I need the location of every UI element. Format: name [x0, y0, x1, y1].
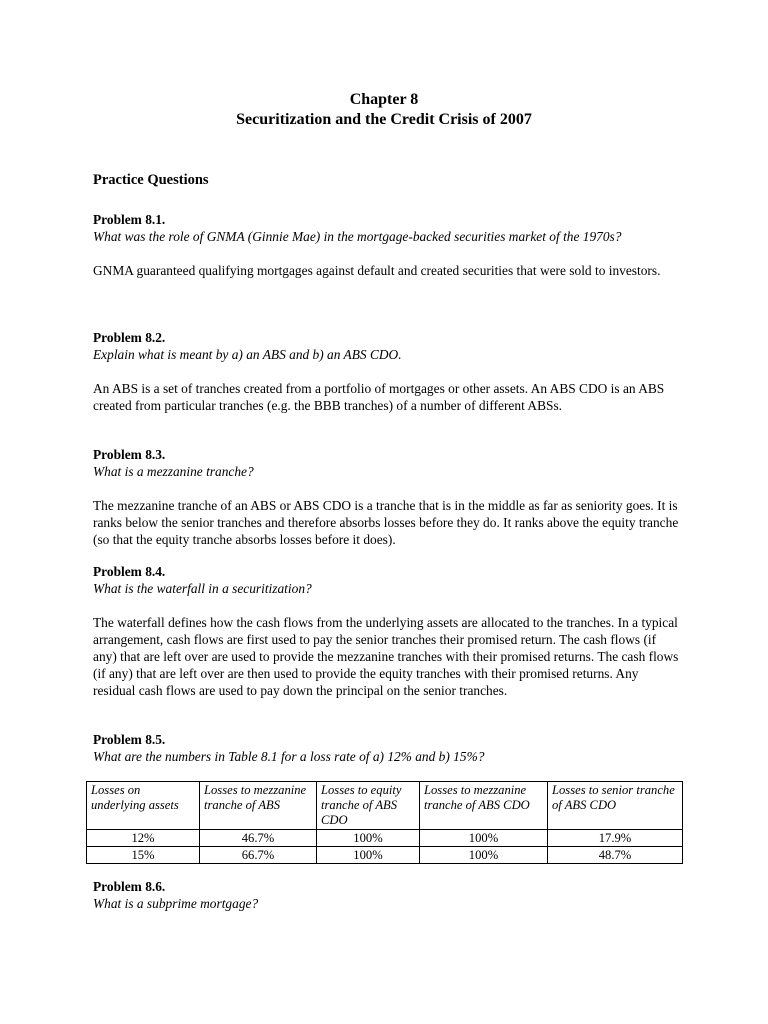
problem-8-5: [93, 731, 683, 765]
table-header-cell: Losses to mezzanine tranche of ABS CDO: [420, 782, 548, 830]
problem-8-3: [93, 446, 683, 548]
problem-heading: Problem 8.6.: [93, 879, 166, 894]
problem-question: What is the waterfall in a securitization?: [93, 581, 312, 596]
table-cell: 100%: [420, 847, 548, 864]
section-heading: Practice Questions: [93, 172, 209, 188]
problem-question: What are the numbers in Table 8.1 for a loss rate of a) 12% and b) 15%?: [93, 749, 485, 764]
problem-question: What is a subprime mortgage?: [93, 896, 259, 911]
table-cell: 12%: [87, 830, 200, 847]
problem-8-6: [93, 878, 683, 912]
problem-8-1: [93, 211, 683, 279]
chapter-number: Chapter 8: [349, 91, 419, 108]
problem-answer: GNMA guaranteed qualifying mortgages against default and created securities that were sold to investors.: [93, 263, 661, 278]
table-cell: 100%: [317, 830, 420, 847]
problem-answer: The mezzanine tranche of an ABS or ABS CDO is a tranche that is in the middle as far as seniority goes. It is ranks below the senior tranches and therefore absorbs losses before they do. It ranks above the equity tranche (so that the equity tranche absorbs losses before it does).: [93, 498, 679, 547]
table-header-cell: Losses to equity tranche of ABS CDO: [317, 782, 420, 830]
table-cell: 15%: [87, 847, 200, 864]
title-block: [0, 90, 768, 130]
table-cell: 48.7%: [548, 847, 683, 864]
losses-table: [86, 781, 683, 864]
problem-heading: Problem 8.5.: [93, 732, 166, 747]
table-row: [87, 847, 683, 864]
problem-8-4: [93, 563, 683, 699]
table-cell: 66.7%: [200, 847, 317, 864]
problem-question: What was the role of GNMA (Ginnie Mae) in the mortgage-backed securities market of the 1970s?: [93, 229, 622, 244]
problem-answer: An ABS is a set of tranches created from a portfolio of mortgages or other assets. An ABS CDO is an ABS created from particular tranches (e.g. the BBB tranches) of a number of different ABSs.: [93, 381, 665, 413]
problem-question: Explain what is meant by a) an ABS and b) an ABS CDO.: [93, 347, 402, 362]
table-cell: 100%: [420, 830, 548, 847]
chapter-title: Securitization and the Credit Crisis of 2007: [236, 111, 532, 128]
problem-heading: Problem 8.4.: [93, 564, 166, 579]
problem-question: What is a mezzanine tranche?: [93, 464, 254, 479]
problem-8-2: [93, 329, 683, 414]
table-row: [87, 830, 683, 847]
table-cell: 46.7%: [200, 830, 317, 847]
problem-heading: Problem 8.2.: [93, 330, 166, 345]
problem-answer: The waterfall defines how the cash flows from the underlying assets are allocated to the tranches. In a typical arrangement, cash flows are first used to pay the senior tranches their promised return. The cash flows (if any) that are left over are used to provide the mezzanine tranches with their promised returns. The cash flows (if any) that are left over are then used to provide the equity tranches with their promised returns. Any residual cash flows are used to pay down the principal on the senior tranches.: [93, 615, 679, 698]
problem-heading: Problem 8.1.: [93, 212, 166, 227]
table-cell: 17.9%: [548, 830, 683, 847]
table-cell: 100%: [317, 847, 420, 864]
problem-heading: Problem 8.3.: [93, 447, 166, 462]
table-header-cell: Losses to senior tranche of ABS CDO: [548, 782, 683, 830]
table-header-cell: Losses to mezzanine tranche of ABS: [200, 782, 317, 830]
table-header-row: [87, 782, 683, 830]
table-header-cell: Losses on underlying assets: [87, 782, 200, 830]
